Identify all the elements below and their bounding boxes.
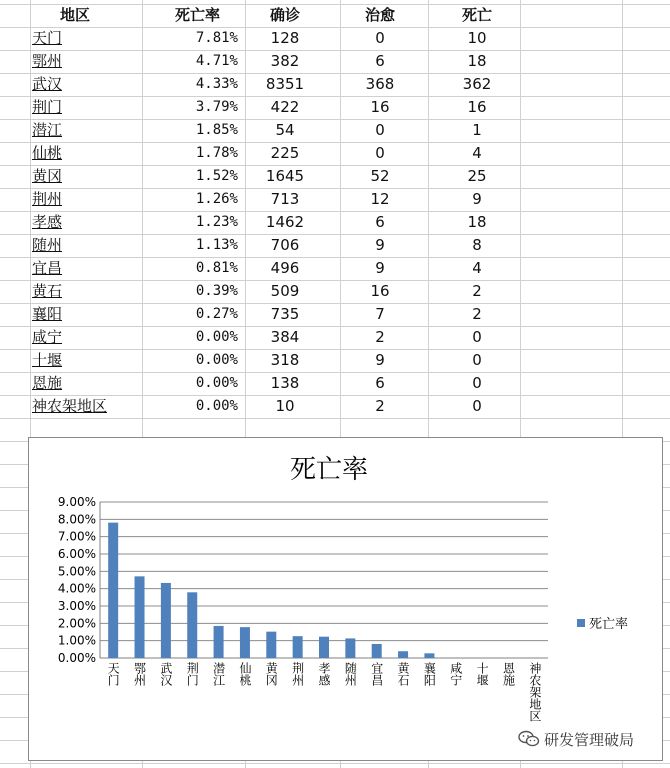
death-rate-chart — [29, 438, 662, 760]
cell-confirmed: 735 — [270, 305, 300, 323]
category-label: 随州 — [343, 662, 358, 686]
cell-deaths: 2 — [472, 282, 482, 300]
table-row — [0, 211, 670, 234]
cell-deaths: 8 — [472, 236, 482, 254]
category-label: 宜昌 — [369, 662, 384, 686]
cell-region[interactable]: 宜昌 — [32, 259, 63, 277]
legend-label: 死亡率 — [589, 617, 629, 632]
cell-deaths: 18 — [467, 213, 487, 231]
cell-cured: 16 — [370, 282, 390, 300]
bar-1 — [135, 576, 145, 658]
category-label: 武汉 — [158, 662, 173, 686]
cell-deaths: 9 — [472, 190, 482, 208]
cell-confirmed: 706 — [270, 236, 300, 254]
header-deaths: 死亡 — [461, 6, 492, 24]
table-row — [0, 280, 670, 303]
cell-rate: 0.00% — [195, 352, 238, 368]
chart-bars — [108, 523, 434, 658]
bar-5 — [240, 627, 250, 658]
y-axis-ticks — [58, 495, 96, 665]
cell-rate: 7.81% — [195, 30, 238, 46]
category-label: 十堰 — [475, 662, 490, 686]
cell-deaths: 0 — [472, 397, 482, 415]
cell-region[interactable]: 黄石 — [32, 282, 63, 300]
legend-swatch — [577, 619, 585, 627]
cell-confirmed: 128 — [270, 29, 300, 47]
cell-confirmed: 384 — [270, 328, 300, 346]
bar-11 — [398, 651, 408, 658]
cell-cured: 9 — [375, 236, 385, 254]
cell-region[interactable]: 黄冈 — [32, 167, 63, 185]
table-row — [0, 50, 670, 73]
bar-9 — [345, 638, 355, 658]
cell-deaths: 0 — [472, 328, 482, 346]
cell-rate: 1.13% — [195, 237, 238, 253]
header-rate: 死亡率 — [174, 6, 220, 24]
cell-region[interactable]: 神农架地区 — [32, 397, 108, 415]
cell-rate: 3.79% — [195, 99, 238, 115]
table-row — [0, 395, 670, 418]
cell-deaths: 1 — [472, 121, 482, 139]
x-axis-categories — [106, 661, 542, 722]
category-label: 鄂州 — [132, 662, 147, 686]
cell-cured: 12 — [370, 190, 390, 208]
cell-deaths: 4 — [472, 144, 482, 162]
cell-region[interactable]: 天门 — [32, 29, 63, 47]
cell-cured: 7 — [375, 305, 385, 323]
bar-4 — [214, 626, 224, 658]
cell-cured: 0 — [375, 121, 385, 139]
bar-12 — [424, 653, 434, 658]
cell-region[interactable]: 鄂州 — [32, 52, 63, 70]
cell-rate: 4.71% — [195, 53, 238, 69]
cell-deaths: 18 — [467, 52, 487, 70]
category-label: 荆州 — [290, 662, 305, 686]
category-label: 孝感 — [317, 662, 331, 686]
cell-region[interactable]: 荆门 — [32, 98, 63, 116]
header-cured: 治愈 — [364, 6, 395, 24]
table-row — [0, 326, 670, 349]
table-row — [0, 303, 670, 326]
cell-rate: 0.00% — [195, 329, 238, 345]
category-label: 潜江 — [211, 662, 226, 686]
cell-region[interactable]: 荆州 — [32, 190, 63, 208]
bar-10 — [372, 644, 382, 658]
cell-region[interactable]: 武汉 — [32, 75, 63, 93]
wechat-icon — [518, 730, 540, 748]
cell-rate: 1.52% — [195, 168, 238, 184]
bar-8 — [319, 637, 329, 658]
table-row — [0, 188, 670, 211]
category-label: 黄石 — [396, 662, 411, 686]
cell-cured: 9 — [375, 351, 385, 369]
grid-row-line — [0, 418, 670, 419]
category-label: 天门 — [106, 662, 121, 686]
cell-region[interactable]: 襄阳 — [32, 305, 63, 323]
cell-confirmed: 713 — [270, 190, 300, 208]
cell-deaths: 10 — [467, 29, 487, 47]
bar-0 — [108, 523, 118, 658]
chart-container[interactable] — [28, 437, 663, 761]
cell-deaths: 0 — [472, 374, 482, 392]
cell-confirmed: 8351 — [265, 75, 305, 93]
table-row — [0, 27, 670, 50]
table-header-row — [0, 4, 670, 27]
cell-region[interactable]: 十堰 — [32, 351, 63, 369]
cell-rate: 0.27% — [195, 306, 238, 322]
cell-region[interactable]: 恩施 — [32, 374, 63, 392]
cell-confirmed: 422 — [270, 98, 300, 116]
category-label: 黄冈 — [264, 662, 279, 686]
table-row — [0, 257, 670, 280]
cell-cured: 52 — [370, 167, 390, 185]
cell-confirmed: 138 — [270, 374, 300, 392]
cell-region[interactable]: 仙桃 — [32, 144, 63, 162]
cell-cured: 0 — [375, 144, 385, 162]
y-tick-label: 9.00% — [57, 495, 96, 509]
cell-region[interactable]: 潜江 — [32, 121, 63, 139]
table-row — [0, 372, 670, 395]
category-label: 仙桃 — [237, 662, 252, 686]
category-label: 荆门 — [185, 662, 200, 686]
cell-rate: 0.81% — [195, 260, 238, 276]
y-tick-label: 4.00% — [57, 581, 96, 596]
category-label: 恩施 — [501, 662, 516, 686]
header-region: 地区 — [60, 6, 91, 24]
y-tick-label: 0.00% — [57, 651, 96, 665]
table-row — [0, 165, 670, 188]
chart-legend — [577, 617, 628, 632]
y-tick-label: 1.00% — [57, 633, 96, 648]
table-row — [0, 349, 670, 372]
cell-cured: 6 — [375, 213, 385, 231]
grid-row-line — [0, 763, 670, 764]
bar-7 — [293, 636, 303, 658]
y-tick-label: 2.00% — [57, 616, 96, 631]
cell-cured: 6 — [375, 52, 385, 70]
cell-deaths: 16 — [467, 98, 487, 116]
cell-cured: 9 — [375, 259, 385, 277]
cell-cured: 16 — [370, 98, 390, 116]
watermark — [518, 728, 634, 750]
cell-confirmed: 1462 — [265, 213, 305, 231]
cell-confirmed: 54 — [275, 121, 295, 139]
watermark-text: 研发管理破局 — [544, 730, 635, 749]
cell-confirmed: 1645 — [265, 167, 305, 185]
table-row — [0, 96, 670, 119]
cell-rate: 1.78% — [195, 145, 238, 161]
cell-rate: 4.33% — [195, 76, 238, 92]
y-tick-label: 6.00% — [57, 547, 96, 561]
cell-deaths: 2 — [472, 305, 482, 323]
cell-confirmed: 225 — [270, 144, 300, 162]
bar-3 — [187, 592, 197, 658]
cell-rate: 1.26% — [195, 191, 238, 207]
header-confirmed: 确诊 — [269, 6, 300, 24]
cell-rate: 1.85% — [195, 122, 238, 138]
chart-title: 死亡率 — [289, 455, 369, 485]
cell-cured: 368 — [365, 75, 395, 93]
cell-confirmed: 10 — [275, 397, 295, 415]
cell-confirmed: 318 — [270, 351, 300, 369]
cell-confirmed: 382 — [270, 52, 300, 70]
cell-cured: 2 — [375, 328, 385, 346]
cell-cured: 6 — [375, 374, 385, 392]
cell-deaths: 362 — [462, 75, 492, 93]
cell-cured: 2 — [375, 397, 385, 415]
cell-deaths: 25 — [467, 167, 487, 185]
cell-rate: 0.00% — [195, 375, 238, 391]
cell-confirmed: 509 — [270, 282, 300, 300]
cell-region[interactable]: 咸宁 — [32, 328, 63, 346]
category-label: 咸宁 — [448, 662, 463, 686]
y-tick-label: 8.00% — [57, 512, 96, 527]
table-row — [0, 73, 670, 96]
y-tick-label: 3.00% — [57, 599, 96, 613]
table-row — [0, 142, 670, 165]
bar-2 — [161, 583, 171, 658]
y-tick-label: 5.00% — [57, 564, 96, 579]
y-tick-label: 7.00% — [57, 529, 96, 544]
cell-region[interactable]: 随州 — [32, 236, 63, 254]
cell-deaths: 4 — [472, 259, 482, 277]
cell-deaths: 0 — [472, 351, 482, 369]
table-row — [0, 234, 670, 257]
bar-6 — [266, 632, 276, 658]
table-row — [0, 119, 670, 142]
category-label: 神农架地区 — [527, 662, 542, 722]
cell-rate: 0.00% — [195, 398, 238, 414]
cell-confirmed: 496 — [270, 259, 300, 277]
cell-region[interactable]: 孝感 — [32, 213, 63, 231]
cell-rate: 0.39% — [195, 283, 238, 299]
cell-cured: 0 — [375, 29, 385, 47]
cell-rate: 1.23% — [195, 214, 238, 230]
category-label: 襄阳 — [422, 662, 437, 686]
